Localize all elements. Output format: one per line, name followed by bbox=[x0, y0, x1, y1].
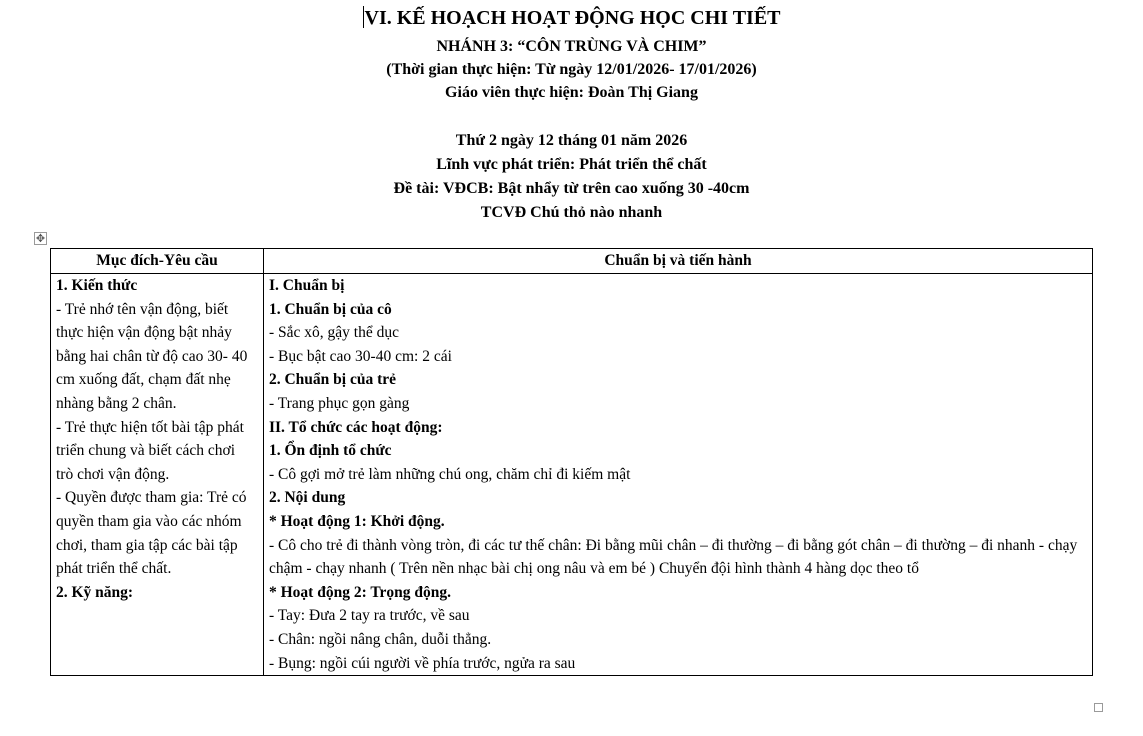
period-line: (Thời gian thực hiện: Từ ngày 12/01/2026- 17/01/2026) bbox=[386, 61, 757, 78]
left-line: - Trẻ thực hiện tốt bài tập phát triển chung và biết cách chơi trò chơi vận động. bbox=[56, 418, 244, 483]
field-line: Lĩnh vực phát triển: Phát triển thể chất bbox=[436, 156, 707, 173]
right-line: 1. Chuẩn bị của cô bbox=[268, 300, 392, 318]
left-line: 2. Kỹ năng: bbox=[56, 583, 134, 601]
left-line: - Trẻ nhớ tên vận động, biết thực hiện vận động bật nhảy bằng hai chân từ độ cao 30- 40 cm xuống đất, chạm đất nhẹ nhàng bằng 2 chân. bbox=[56, 300, 248, 412]
header-purpose: Mục đích-Yêu cầu bbox=[51, 249, 264, 274]
purpose-cell[interactable] bbox=[51, 274, 264, 676]
resize-handle-icon[interactable] bbox=[1094, 703, 1103, 712]
game-line: TCVĐ Chú thỏ nào nhanh bbox=[480, 204, 663, 221]
right-line: - Trang phục gọn gàng bbox=[268, 394, 410, 412]
table-header-row bbox=[51, 249, 1093, 274]
topic-line: Đề tài: VĐCB: Bật nhẩy từ trên cao xuống 30 -40cm bbox=[393, 180, 750, 197]
right-line: - Bụng: ngồi cúi người về phía trước, ngửa ra sau bbox=[268, 654, 576, 672]
left-line: 1. Kiến thức bbox=[56, 277, 138, 294]
branch-title: NHÁNH 3: “CÔN TRÙNG VÀ CHIM” bbox=[436, 38, 707, 55]
right-line: - Tay: Đưa 2 tay ra trước, về sau bbox=[268, 607, 470, 625]
right-line: I. Chuẩn bị bbox=[268, 277, 345, 294]
right-line: 1. Ổn định tổ chức bbox=[268, 442, 392, 460]
header-preparation: Chuẩn bị và tiến hành bbox=[263, 249, 1092, 274]
right-line: - Cô cho trẻ đi thành vòng tròn, đi các tư thế chân: Đi bằng mũi chân – đi thường – đi bằng gót chân – đi thường – đi nhanh - chạy chậm - chạy nhanh ( Trên nền nhạc bài chị ong nâu và em bé ) Chuyển đội hình thành 4 hàng dọc theo tổ bbox=[268, 536, 1078, 578]
right-line: 2. Nội dung bbox=[268, 489, 346, 507]
left-line: - Quyền được tham gia: Trẻ có quyền tham gia vào các nhóm chơi, tham gia tập các bài tập phát triển thể chất. bbox=[56, 489, 247, 578]
right-line: 2. Chuẩn bị của trẻ bbox=[268, 371, 397, 389]
right-line: - Cô gợi mở trẻ làm những chú ong, chăm chỉ đi kiếm mật bbox=[268, 465, 631, 483]
right-line: * Hoạt động 1: Khởi động. bbox=[268, 512, 445, 530]
date-line: Thứ 2 ngày 12 tháng 01 năm 2026 bbox=[455, 132, 688, 149]
move-handle-icon[interactable]: ✥ bbox=[35, 232, 46, 245]
right-line: - Chân: ngồi nâng chân, duỗi thẳng. bbox=[268, 630, 492, 648]
right-line: - Bục bật cao 30-40 cm: 2 cái bbox=[268, 347, 452, 365]
right-line: II. Tổ chức các hoạt động: bbox=[268, 418, 443, 436]
preparation-cell[interactable] bbox=[263, 274, 1092, 676]
text-cursor bbox=[363, 6, 364, 28]
right-line: - Sắc xô, gậy thể dục bbox=[268, 324, 399, 342]
table-row bbox=[51, 274, 1093, 676]
plan-table bbox=[50, 248, 1093, 676]
document-title: VI. KẾ HOẠCH HOẠT ĐỘNG HỌC CHI TIẾT bbox=[364, 7, 781, 29]
teacher-line: Giáo viên thực hiện: Đoàn Thị Giang bbox=[445, 84, 698, 101]
right-line: * Hoạt động 2: Trọng động. bbox=[268, 583, 452, 601]
